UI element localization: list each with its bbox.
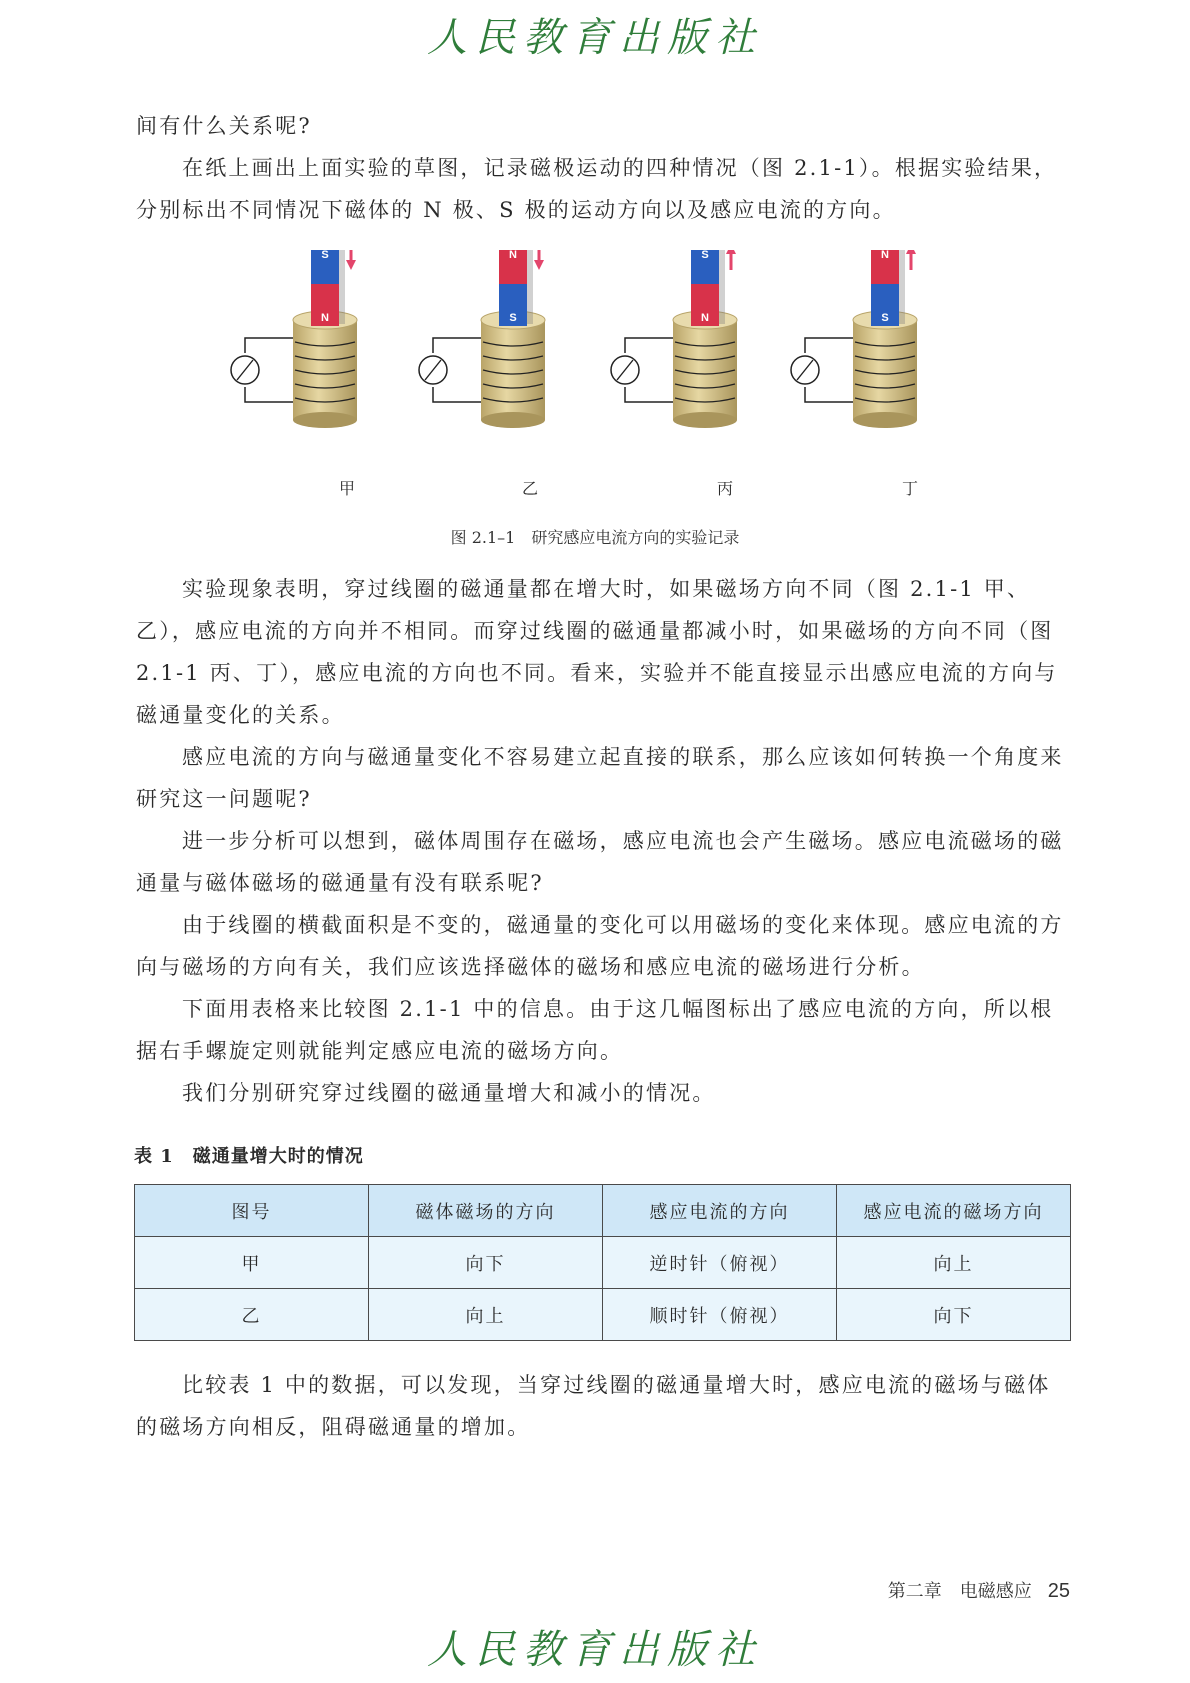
flux-increase-table — [134, 1184, 1071, 1341]
arrow-down-icon — [346, 260, 356, 270]
table-header-row — [135, 1185, 1071, 1237]
paragraph-continuation: 间有什么关系呢? — [136, 114, 312, 138]
magnet-bottom-pole-label: N — [321, 312, 329, 324]
table-header: 感应电流的方向 — [603, 1185, 837, 1237]
table-cell: 向下 — [837, 1289, 1071, 1341]
table-row — [135, 1289, 1071, 1341]
paragraph-table-intro: 下面用表格来比较图 2.1-1 中的信息。由于这几幅图标出了感应电流的方向，所以根据右手螺旋定则就能判定感应电流的磁场方向。 — [136, 997, 1054, 1063]
chapter-title: 第二章 电磁感应 — [887, 1581, 1032, 1602]
figure-label-ding: 丁 — [901, 479, 918, 498]
magnet-bottom-pole-label: S — [509, 312, 517, 324]
table-cell: 乙 — [135, 1289, 369, 1341]
arrow-down-icon — [534, 260, 544, 270]
figure-label-jia: 甲 — [338, 479, 355, 498]
magnet-bottom-pole-label: S — [881, 312, 889, 324]
figure-label-bing: 丙 — [716, 479, 733, 498]
figure-2-1-1 — [225, 250, 985, 500]
magnet-bottom-pole-label: N — [701, 312, 709, 324]
table-row — [135, 1237, 1071, 1289]
experiment-panel — [791, 250, 917, 428]
coil-body — [481, 320, 545, 420]
coil-body — [853, 320, 917, 420]
magnet-side-shade — [527, 250, 533, 324]
figure-caption: 图 2.1–1 研究感应电流方向的实验记录 — [450, 528, 740, 547]
table-header: 磁体磁场的方向 — [369, 1185, 603, 1237]
table-header: 感应电流的磁场方向 — [837, 1185, 1071, 1237]
magnet-top-pole-label: N — [509, 250, 517, 261]
coil-base — [293, 412, 357, 428]
paragraph-conclusion: 比较表 1 中的数据，可以发现，当穿过线圈的磁通量增大时，感应电流的磁场与磁体的磁场方向相反，阻碍磁通量的增加。 — [136, 1373, 1051, 1439]
table-cell: 顺时针（俯视） — [603, 1289, 837, 1341]
arrow-up-icon — [906, 250, 916, 254]
experiment-panel — [419, 250, 545, 428]
table-cell: 逆时针（俯视） — [603, 1237, 837, 1289]
table-header: 图号 — [135, 1185, 369, 1237]
magnet-top-pole-label: S — [701, 250, 709, 261]
magnet-side-shade — [899, 250, 905, 324]
magnet-side-shade — [339, 250, 345, 324]
coil-base — [673, 412, 737, 428]
paragraph-analysis: 进一步分析可以想到，磁体周围存在磁场，感应电流也会产生磁场。感应电流磁场的磁通量与磁体磁场的磁通量有没有联系呢? — [136, 829, 1064, 895]
experiment-panel — [231, 250, 357, 428]
magnet-top-pole-label: N — [881, 250, 889, 261]
magnet-top-pole-label: S — [321, 250, 329, 261]
magnet-side-shade — [719, 250, 725, 324]
page-footer — [888, 1577, 1070, 1603]
table-caption: 表 1 磁通量增大时的情况 — [134, 1146, 364, 1167]
coil-body — [673, 320, 737, 420]
table-cell: 向下 — [369, 1237, 603, 1289]
paragraph-cross-section: 由于线圈的横截面积是不变的，磁通量的变化可以用磁场的变化来体现。感应电流的方向与磁场的方向有关，我们应该选择磁体的磁场和感应电流的磁场进行分析。 — [136, 913, 1064, 979]
arrow-up-icon — [726, 250, 736, 254]
paragraph-instruction: 在纸上画出上面实验的草图，记录磁极运动的四种情况（图 2.1-1）。根据实验结果，分别标出不同情况下磁体的 N 极、S 极的运动方向以及感应电流的方向。 — [136, 156, 1058, 222]
paragraph-question: 感应电流的方向与磁通量变化不容易建立起直接的联系，那么应该如何转换一个角度来研究这一问题呢? — [136, 745, 1064, 811]
figure-label-yi: 乙 — [521, 479, 538, 498]
coil-base — [481, 412, 545, 428]
coil-base — [853, 412, 917, 428]
page-number: 25 — [1047, 1580, 1070, 1602]
publisher-logo-bottom: 人民教育出版社 — [427, 1627, 763, 1673]
table-cell: 向上 — [837, 1237, 1071, 1289]
publisher-logo-top: 人民教育出版社 — [427, 15, 763, 61]
coil-body — [293, 320, 357, 420]
paragraph-observation: 实验现象表明，穿过线圈的磁通量都在增大时，如果磁场方向不同（图 2.1-1 甲、乙），感应电流的方向并不相同。而穿过线圈的磁通量都减小时，如果磁场的方向不同（图 2.1-1 丙、丁），感应电流的方向也不同。看来，实验并不能直接显示出感应电流的方向与磁通量变化的关系。 — [136, 577, 1058, 727]
table-cell: 甲 — [135, 1237, 369, 1289]
table-cell: 向上 — [369, 1289, 603, 1341]
paragraph-study-cases: 我们分别研究穿过线圈的磁通量增大和减小的情况。 — [182, 1081, 716, 1105]
experiment-panel — [611, 250, 737, 428]
